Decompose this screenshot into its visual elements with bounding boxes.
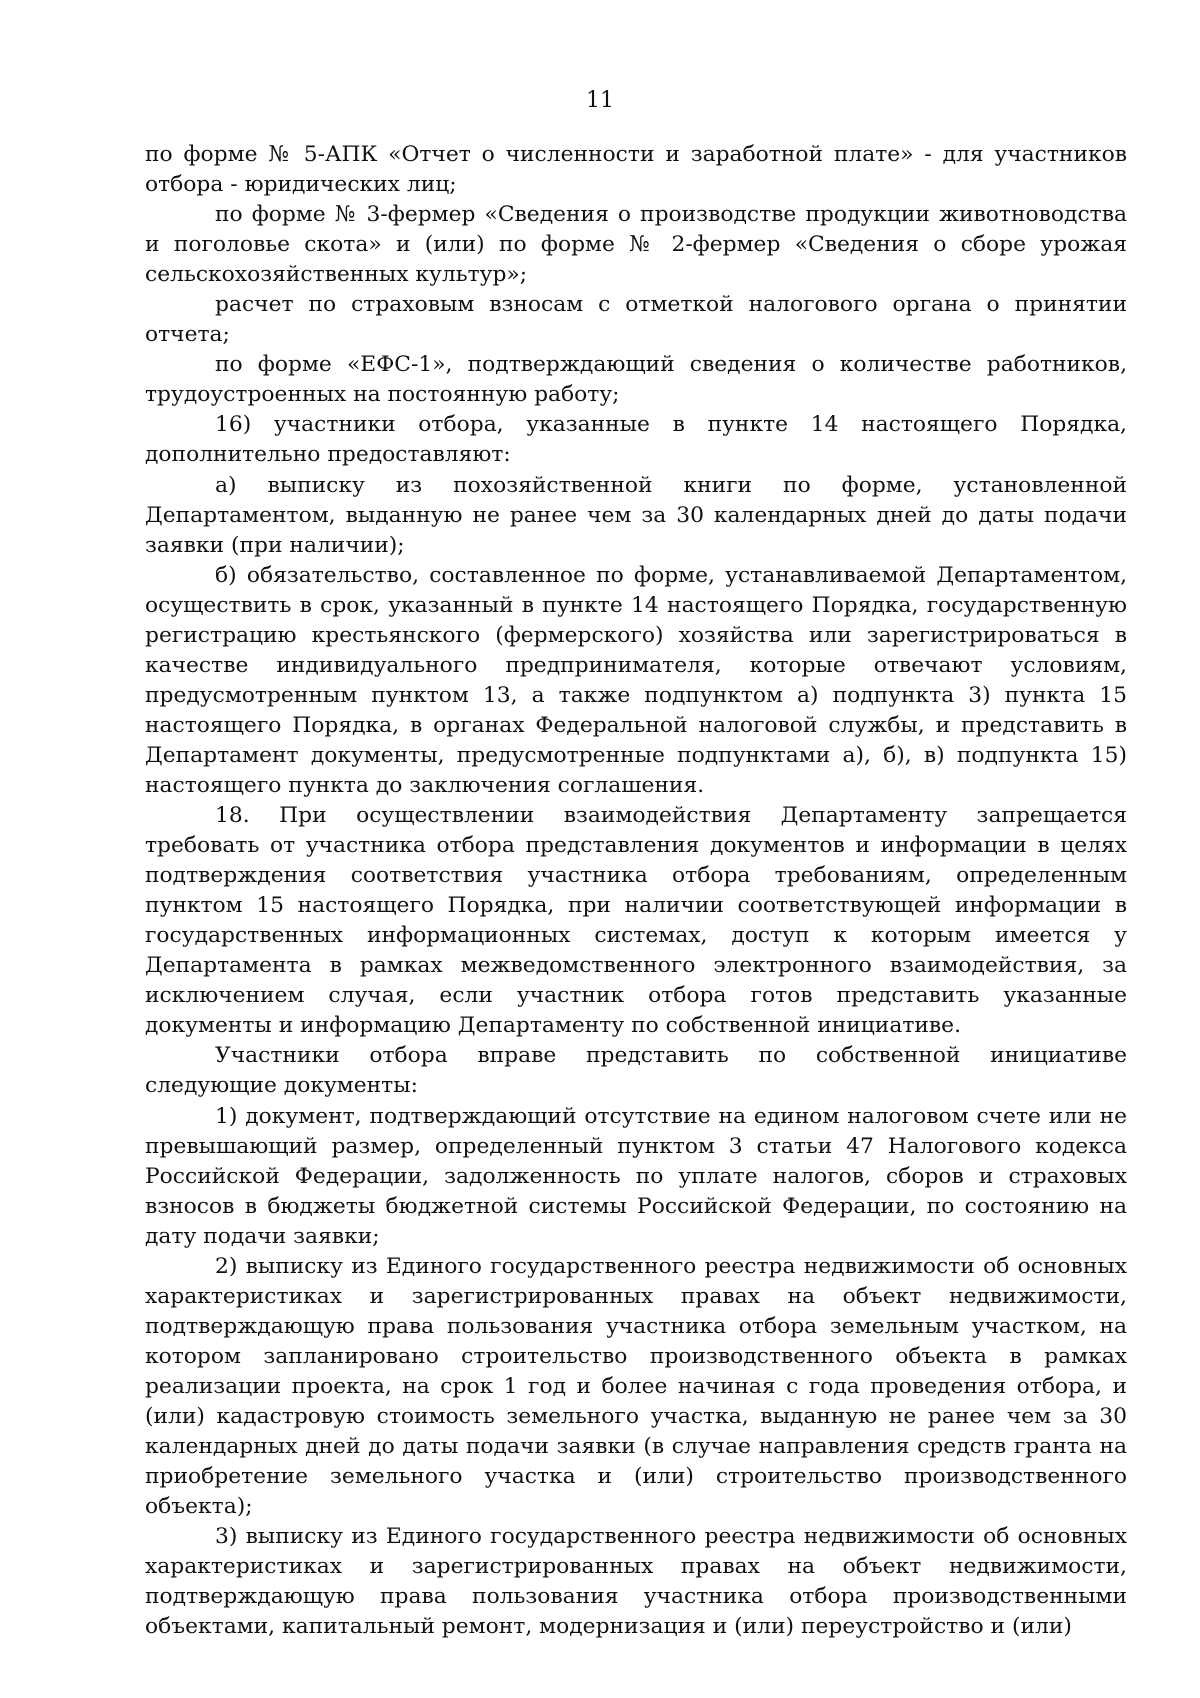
paragraph: а) выписку из похозяйственной книги по форме, установленной Департаментом, выданную не ранее чем за 30 календарных дней до даты подачи заявки (при наличии); (145, 472, 1127, 558)
paragraph: по форме № 5-АПК «Отчет о численности и заработной плате» - для участников отбора - юридических лиц; (145, 142, 1127, 198)
paragraph: по форме № 3-фермер «Сведения о производстве продукции животноводства и поголовье скота» и (или) по форме № 2-фермер «Сведения о сборе урожая сельскохозяйственных культур»; (145, 202, 1127, 288)
paragraph: по форме «ЕФС-1», подтверждающий сведения о количестве работников, трудоустроенных на постоянную работу; (145, 352, 1127, 408)
paragraph: расчет по страховым взносам с отметкой налогового органа о принятии отчета; (145, 292, 1127, 348)
paragraph: Участники отбора вправе представить по собственной инициативе следующие документы: (145, 1043, 1127, 1099)
paragraph: 18. При осуществлении взаимодействия Департаменту запрещается требовать от участника отбора представления документов и информации в целях подтверждения соответствия участника отбора требованиям, определенным пунктом 15 настоящего Порядка, при наличии соответствующей информации в государственных информационных системах, доступ к которым имеется у Департамента в рамках межведомственного электронного взаимодействия, за исключением случая, если участник отбора готов представить указанные документы и информацию Департаменту по собственной инициативе. (145, 803, 1127, 1039)
paragraph: 3) выписку из Единого государственного реестра недвижимости об основных характеристиках и зарегистрированных правах на объект недвижимости, подтверждающую права пользования участника отбора производственными объектами, капитальный ремонт, модернизация и (или) переустройство и (или) (145, 1524, 1127, 1640)
page-number: 11 (586, 88, 614, 113)
paragraph: 2) выписку из Единого государственного реестра недвижимости об основных характеристиках и зарегистрированных правах на объект недвижимости, подтверждающую права пользования участника отбора земельным участком, на котором запланировано строительство производственного объекта в рамках реализации проекта, на срок 1 год и более начиная с года проведения отбора, и (или) кадастровую стоимость земельного участка, выданную не ранее чем за 30 календарных дней до даты подачи заявки (в случае направления средств гранта на приобретение земельного участка и (или) строительство производственного объекта); (145, 1253, 1127, 1520)
document-body (145, 140, 1127, 1642)
paragraph: б) обязательство, составленное по форме, устанавливаемой Департаментом, осуществить в срок, указанный в пункте 14 настоящего Порядка, государственную регистрацию крестьянского (фермерского) хозяйства или зарегистрироваться в качестве индивидуального предпринимателя, которые отвечают условиям, предусмотренным пунктом 13, а также подпунктом а) подпункта 3) пункта 15 настоящего Порядка, в органах Федеральной налоговой службы, и представить в Департамент документы, предусмотренные подпунктами а), б), в) подпункта 15) настоящего пункта до заключения соглашения. (145, 562, 1127, 798)
paragraph: 1) документ, подтверждающий отсутствие на едином налоговом счете или не превышающий размер, определенный пунктом 3 статьи 47 Налогового кодекса Российской Федерации, задолженность по уплате налогов, сборов и страховых взносов в бюджеты бюджетной системы Российской Федерации, по состоянию на дату подачи заявки; (145, 1103, 1127, 1249)
paragraph: 16) участники отбора, указанные в пункте 14 настоящего Порядка, дополнительно предоставляют: (145, 412, 1127, 468)
